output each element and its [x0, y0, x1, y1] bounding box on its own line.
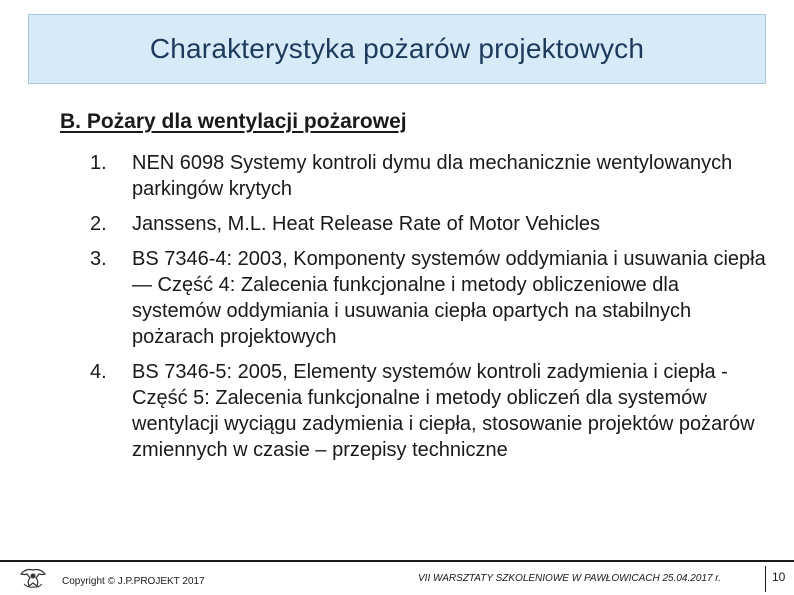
- list-item-number: 4.: [90, 361, 107, 383]
- list-item-number: 3.: [90, 248, 107, 270]
- list-item: [90, 359, 770, 463]
- list-item-number: 2.: [90, 213, 107, 235]
- footer-event: VII WARSZTATY SZKOLENIOWE W PAWŁOWICACH 25.04.2017 r.: [418, 573, 722, 584]
- list-item-text: BS 7346-4: 2003, Komponenty systemów oddymiania i usuwania ciepła — Część 4: Zalecenia funkcjonalne i metody obliczeniowe dla systemów oddymiania i usuwania ciepła opartych na stabilnych pożarach projektowych: [132, 248, 766, 348]
- footer-copyright: Copyright © J.P.PROJEKT 2017: [62, 576, 205, 587]
- list-item-text: Janssens, M.L. Heat Release Rate of Motor Vehicles: [132, 213, 601, 235]
- list-item: [90, 246, 770, 350]
- list-item: [90, 150, 770, 202]
- list-item-text: BS 7346-5: 2005, Elementy systemów kontroli zadymienia i ciepła - Część 5: Zalecenia funkcjonalne i metody obliczeń dla systemów wentylacji wyciągu zadymienia i ciepła, stosowanie projektów pożarów zmiennych w czasie – przepisy techniczne: [132, 361, 755, 461]
- list-item-text: NEN 6098 Systemy kontroli dymu dla mechanicznie wentylowanych parkingów krytych: [132, 152, 733, 200]
- reference-list: [90, 150, 770, 472]
- footer-divider: [0, 560, 794, 562]
- list-item-number: 1.: [90, 152, 107, 174]
- firefighter-logo-icon: [18, 566, 48, 590]
- slide-title: Charakterystyka pożarów projektowych: [149, 33, 645, 64]
- footer-separator: [765, 566, 766, 592]
- page-number: 10: [772, 570, 786, 584]
- section-heading: B. Pożary dla wentylacji pożarowej: [60, 110, 407, 133]
- list-item: [90, 211, 770, 237]
- title-box: [28, 14, 766, 84]
